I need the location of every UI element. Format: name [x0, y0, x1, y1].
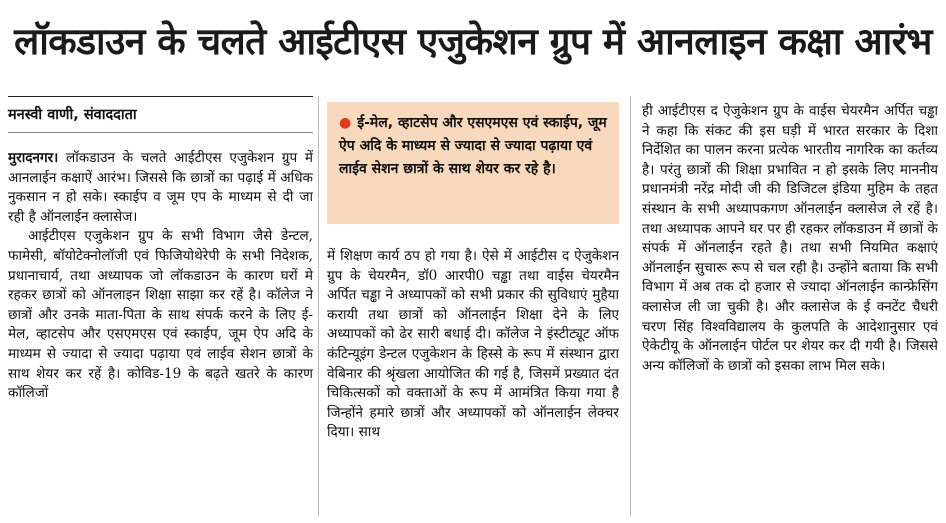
column-divider-1: [318, 96, 319, 516]
byline-top-rule: [8, 96, 313, 97]
dateline: मुरादनगर।: [8, 150, 59, 166]
article-column-2: [327, 247, 619, 519]
pull-quote-box: [327, 102, 619, 224]
byline: मनस्वी वाणी, संवाददाता: [8, 107, 137, 123]
pull-quote-text: ई-मेल, व्हाटसेप और एसएमएस एवं स्काईप, जूम ऐप अदि के माध्यम से ज्यादा से ज्यादा पढ़ाया एवं लाईव सेशन छात्रों के साथ शेयर कर रहे है।: [339, 115, 607, 177]
lead-text: लॉकडाउन के चलते आईटीएस एजुकेशन ग्रुप में आनलाईन कक्षाऐं आरंभ। जिससे कि छात्रों का पढ़ाई में अधिक नुकसान न हो सके। स्काईप व जूम एप के माध्यम से दी जा रही है ऑनलाईन क्लासेज।: [8, 150, 313, 225]
article-paragraph: आईटीएस एजुकेशन ग्रुप के सभी विभाग जैसे डेन्टल, फामेसी, बॉयोटेक्नोलॉजी एवं फिजियोथेरेपी के सभी निदेशक, प्रधानाचार्य, तथा अध्यापक जो लॉकडाउन के कारण घरों मे रहकर छात्रों को ऑनलाइन शिक्षा साझा कर रहें है। कॉलेज ने छात्रों और उनके माता-पिता के साथ संपर्क करने के लिए ई-मेल, व्हाटसेप और एसएमएस एवं स्काईप, जूम ऐप अदि के माध्यम से ज्यादा से ज्यादा पढ़ाया एवं लाईव सेशन छात्रों के साथ शेयर कर रहें है। कोविड-19 के बढ़ते खतरे के कारण कॉलिजों: [8, 228, 313, 402]
headline: लॉकडाउन के चलते आईटीएस एजुकेशन ग्रुप में आनलाइन कक्षा आरंभ: [14, 19, 932, 63]
article-column-1: [8, 149, 313, 519]
article-column-3: [642, 102, 938, 519]
column-divider-2: [630, 96, 631, 516]
article-paragraph: [8, 149, 313, 227]
article-paragraph: ही आईटीएस द ऐजुकेशन ग्रुप के वाईस चेयरमैन अर्पित चड्ढा ने कहा कि संकट की इस घड़ी में भारत सरकार के दिशा निर्देशित का पालन करना प्रत्येक भारतीय नागरिक का कर्तव्य है। परंतु छात्रों की शिक्षा प्रभावित न हो इसके लिए माननीय प्रधानमंत्री नरेंद्र मोदी जी की डिजिटल इंडिया मुहिम के तहत संस्थान के सभी अध्यापकगण ऑनलाईन क्लासेज ले रहें है। तथा अध्यापक आपने घर पर ही रहकर लॉकडाउन में छात्रों के संपर्क में ऑनलाईन रहते है। तथा सभी नियमित कक्षाएं ऑनलाईन सुचारू रूप से चल रही है। उन्होंने बताया कि सभी विभाग में अब तक दो हजार से ज्यादा ऑनलाईन कान्फ्रेसिंग क्लासेज ली जा चुकी है। और क्लासेज के ई क्नटेंट चैधरी चरण सिंह विश्वविद्यालय के कुलपति के आदेशानुसार एवं ऐकेटीयू के ऑनलाईन पोर्टल पर शेयर कर दी गयी है। जिससे अन्य कॉलिजों के छात्रों को इसका लाभ मिल सके।: [642, 103, 938, 374]
bullet-icon: ●: [339, 115, 352, 131]
byline-bottom-rule: [8, 132, 313, 133]
article-paragraph: में शिक्षण कार्य ठप हो गया है। ऐसे में आईटीस द ऐजुकेशन ग्रुप के चेयरमैन, डॉ0 आरपी0 चड्ढा तथा वाईस चेयरमैन अर्पित चड्ढा ने अध्यापकों को सभी प्रकार की सुविधाएं मुहैया करायी तथा छात्रों को ऑनलाईन शिक्षा देने के लिए अध्यापकों को ढेर सारी बधाई दी। कॉलेज ने इंस्टीट्यूट ऑफ कंटिन्यूइंग डेन्टल एजुकेशन के हिस्से के रूप में संस्थान द्वारा वेबिनार की श्रृंखला आयोजित की गई है, जिसमें प्रख्यात दंत चिकित्सकों को वक्ताओं के रूप में आमंत्रित किया गया है जिन्होंने हमारे छात्रों और अध्यापकों को ऑनलाईन लेक्चर दिया। साथ: [327, 248, 619, 441]
